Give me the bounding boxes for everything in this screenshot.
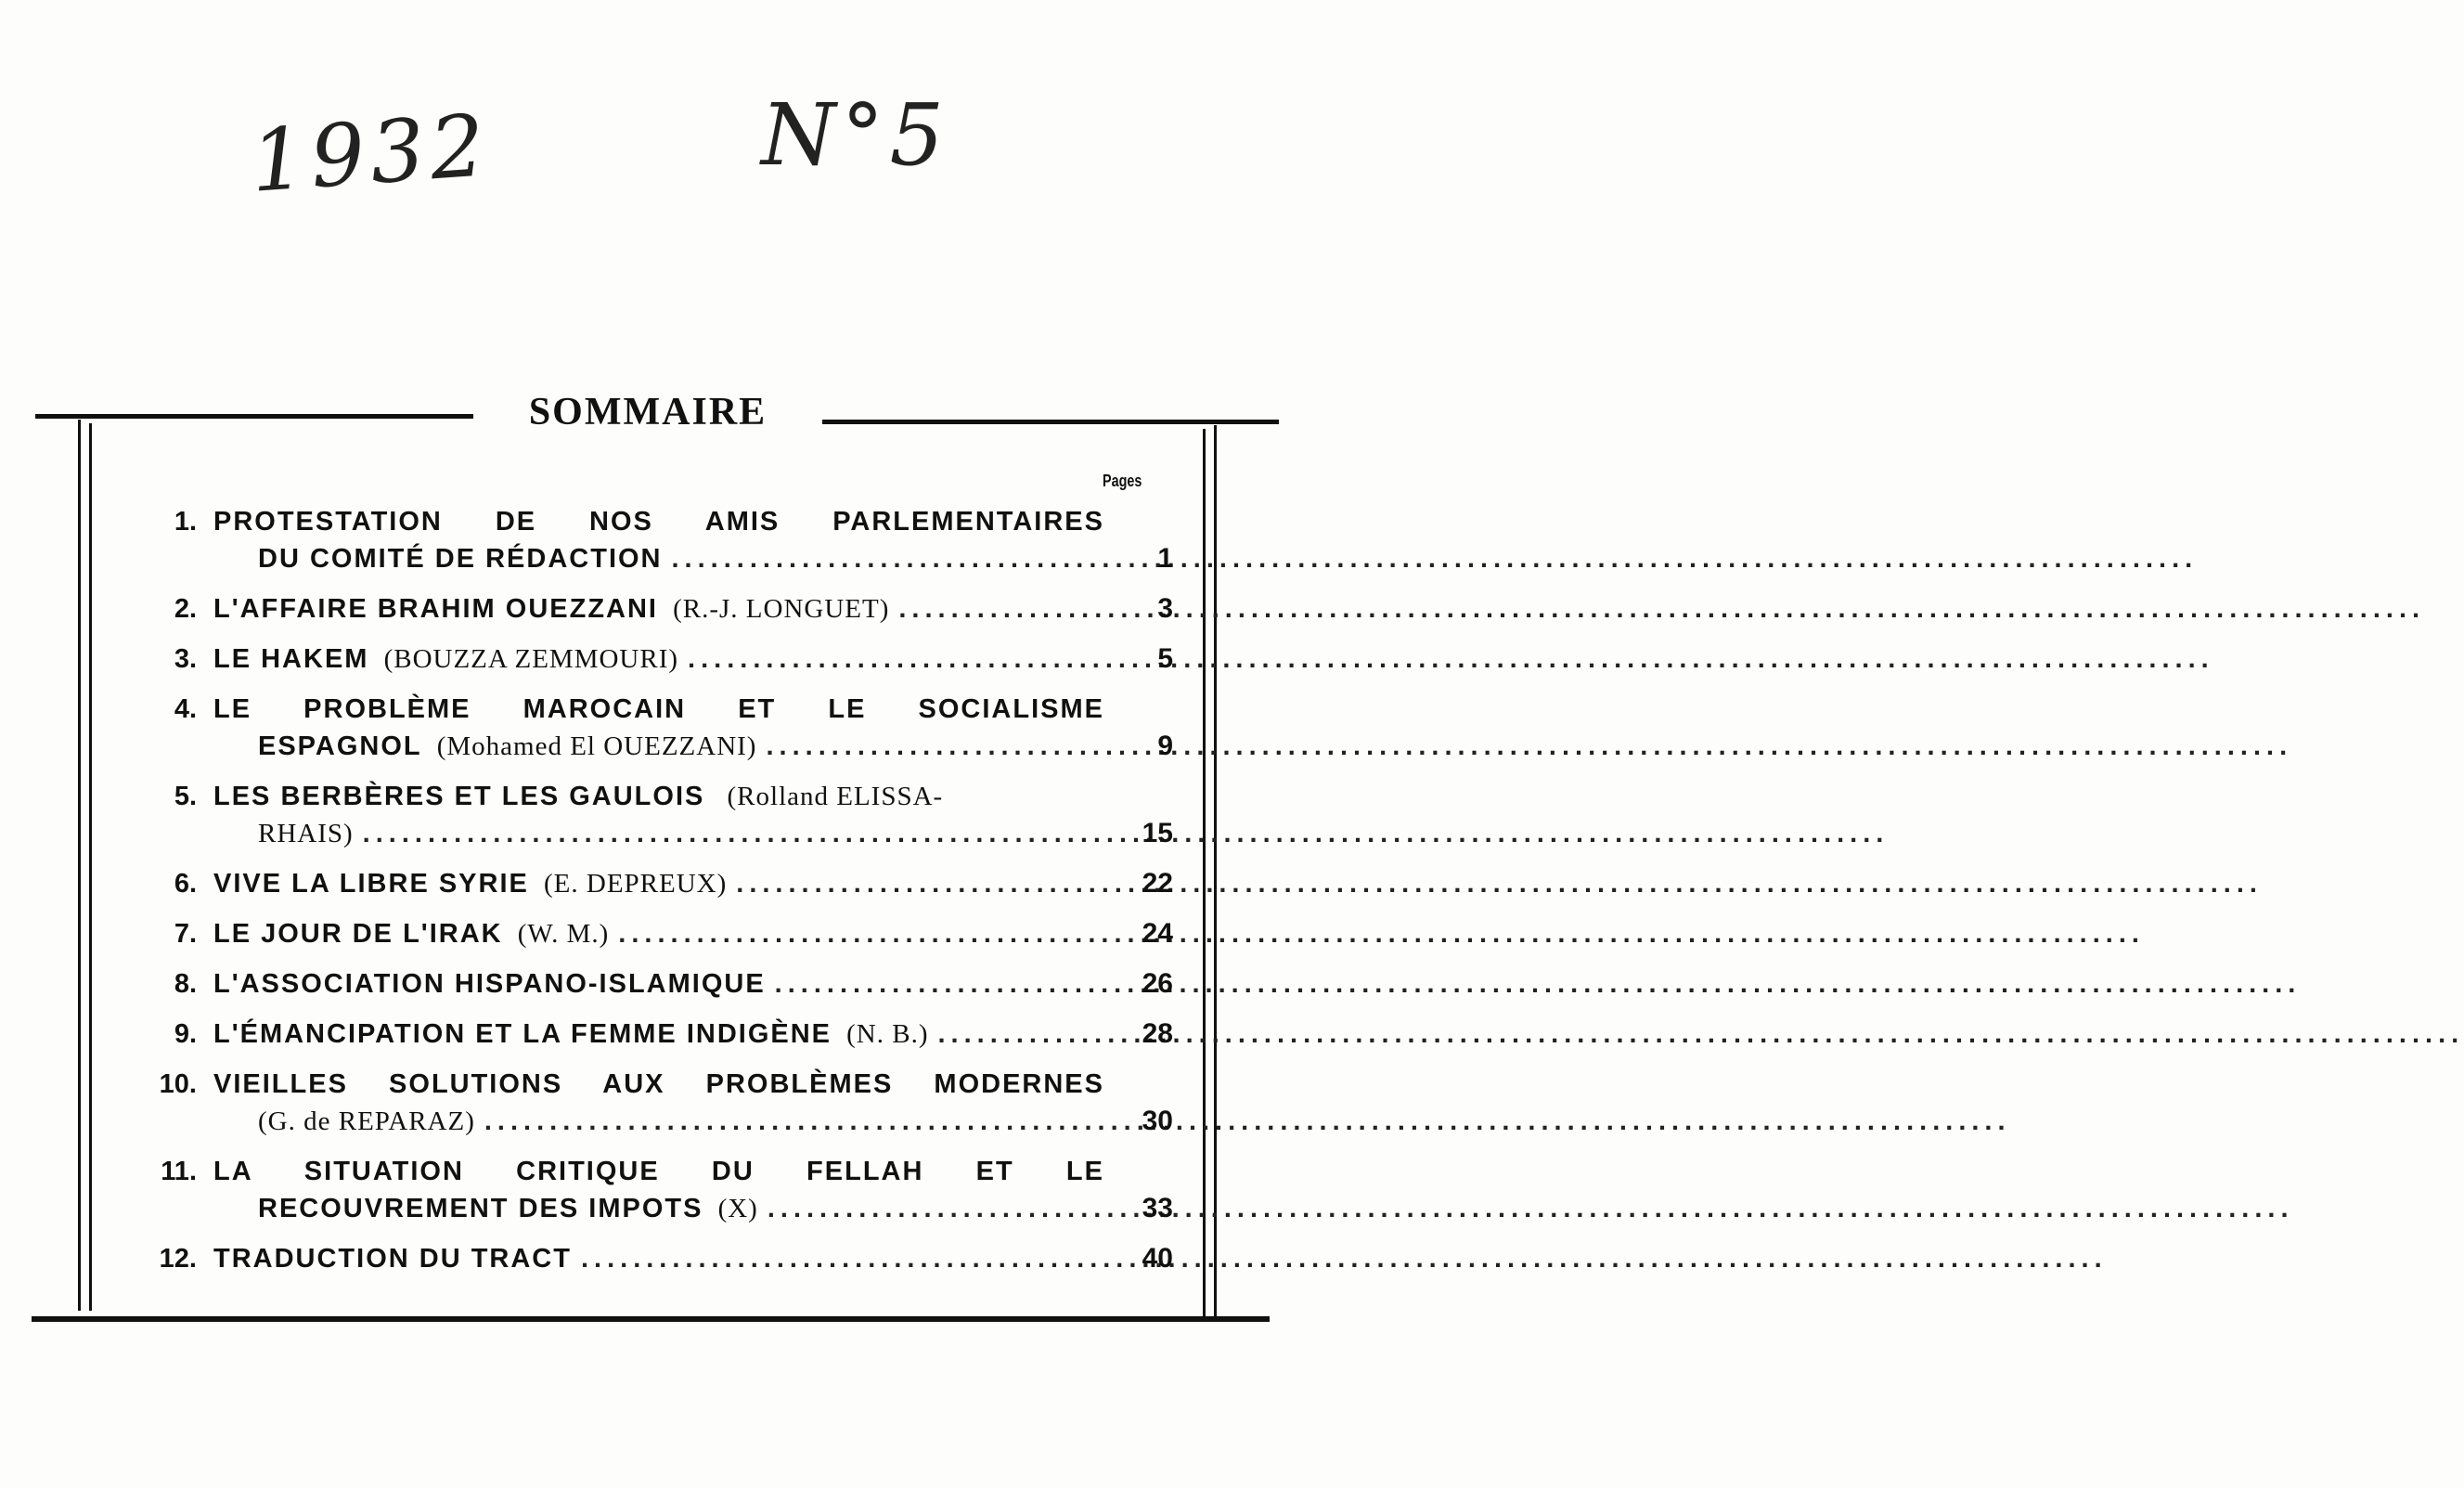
toc-entry-2 [139, 590, 1173, 640]
entry-title-line2: DU COMITÉ DE RÉDACTION [258, 544, 663, 574]
dot-leader [663, 540, 2199, 577]
entry-author: (W. M.) [517, 919, 610, 949]
toc-entry-12 [139, 1240, 1173, 1290]
entry-title-line1: VIEILLES SOLUTIONS AUX PROBLÈMES MODERNES [213, 1069, 1104, 1099]
frame-bottom-rule [32, 1316, 1270, 1322]
page-title: SOMMAIRE [528, 391, 768, 433]
entry-page: 40 [1142, 1243, 1173, 1274]
entry-author-line2: RHAIS) [258, 819, 354, 848]
toc-entry-10 [139, 1066, 1173, 1153]
entry-page: 33 [1142, 1193, 1173, 1223]
dot-leader [758, 1190, 2294, 1227]
entry-page: 24 [1142, 918, 1173, 949]
handwritten-issue-number: N°5 [761, 85, 950, 185]
pages-column-header: Pages [1103, 472, 1142, 490]
entry-page: 5 [1157, 643, 1173, 674]
entry-number: 12. [159, 1244, 197, 1274]
entry-title: LE JOUR DE L'IRAK [213, 919, 503, 949]
dot-leader [475, 1103, 2011, 1140]
entry-number: 2. [174, 594, 197, 624]
entry-author: (E. DEPREUX) [544, 869, 728, 899]
frame-left-inner [89, 423, 92, 1311]
entry-number: 10. [159, 1069, 197, 1099]
table-of-contents [139, 503, 1173, 1290]
entry-title-line1: PROTESTATION DE NOS AMIS PARLEMENTAIRES [213, 507, 1104, 537]
entry-page: 28 [1142, 1018, 1173, 1049]
toc-entry-7 [139, 915, 1173, 965]
toc-entry-6 [139, 865, 1173, 915]
handwritten-year: 1932 [247, 96, 494, 212]
entry-title-line1: LA SITUATION CRITIQUE DU FELLAH ET LE [213, 1157, 1104, 1186]
toc-entry-3 [139, 640, 1173, 691]
entry-page: 30 [1142, 1106, 1173, 1136]
title-rule-right [822, 420, 1279, 424]
entry-author-line1: (Rolland ELISSA- [727, 782, 944, 811]
entry-title: TRADUCTION DU TRACT [213, 1244, 572, 1274]
dot-leader [766, 965, 2302, 1003]
entry-title: VIVE LA LIBRE SYRIE [213, 869, 529, 899]
entry-author: (BOUZZA ZEMMOURI) [383, 644, 679, 674]
entry-page: 22 [1142, 868, 1173, 899]
toc-entry-5 [139, 778, 1173, 865]
entry-title: L'AFFAIRE BRAHIM OUEZZANI [213, 594, 658, 624]
toc-entry-9 [139, 1016, 1173, 1066]
toc-entry-11 [139, 1153, 1173, 1240]
entry-title: LE HAKEM [213, 644, 369, 674]
dot-leader [727, 865, 2263, 902]
toc-entry-8 [139, 965, 1173, 1016]
entry-author: (N. B.) [846, 1019, 929, 1049]
entry-number: 8. [174, 969, 197, 999]
frame-left-outer [78, 420, 81, 1311]
entry-title-line1: LE PROBLÈME MAROCAIN ET LE SOCIALISME [213, 694, 1104, 724]
dot-leader [678, 640, 2214, 678]
entry-number: 6. [174, 869, 197, 899]
entry-page: 1 [1157, 543, 1173, 574]
entry-page: 9 [1157, 731, 1173, 761]
entry-number: 5. [174, 782, 197, 811]
toc-entry-1 [139, 503, 1173, 590]
entry-title: L'ÉMANCIPATION ET LA FEMME INDIGÈNE [213, 1019, 832, 1049]
toc-entry-4 [139, 691, 1173, 778]
entry-number: 1. [174, 507, 197, 537]
entry-author: (R.-J. LONGUET) [673, 594, 890, 624]
entry-author: (Mohamed El OUEZZANI) [436, 731, 757, 761]
dot-leader [609, 915, 2145, 952]
entry-number: 4. [174, 694, 197, 724]
entry-page: 3 [1157, 593, 1173, 624]
entry-title-line2: ESPAGNOL [258, 731, 422, 761]
entry-author: (G. de REPARAZ) [258, 1106, 475, 1136]
dot-leader [572, 1240, 2108, 1277]
title-bar [35, 390, 1279, 446]
entry-number: 9. [174, 1019, 197, 1049]
entry-author: (X) [717, 1194, 758, 1223]
entry-number: 7. [174, 919, 197, 949]
dot-leader [756, 728, 2292, 765]
entry-page: 26 [1142, 968, 1173, 999]
entry-title: L'ASSOCIATION HISPANO-ISLAMIQUE [213, 969, 766, 999]
entry-number: 11. [161, 1157, 197, 1186]
entry-title-line2: RECOUVREMENT DES IMPOTS [258, 1194, 703, 1223]
entry-page: 15 [1142, 818, 1173, 848]
entry-number: 3. [174, 644, 197, 674]
title-rule-left [35, 414, 473, 419]
entry-title: LES BERBÈRES ET LES GAULOIS [213, 782, 705, 811]
